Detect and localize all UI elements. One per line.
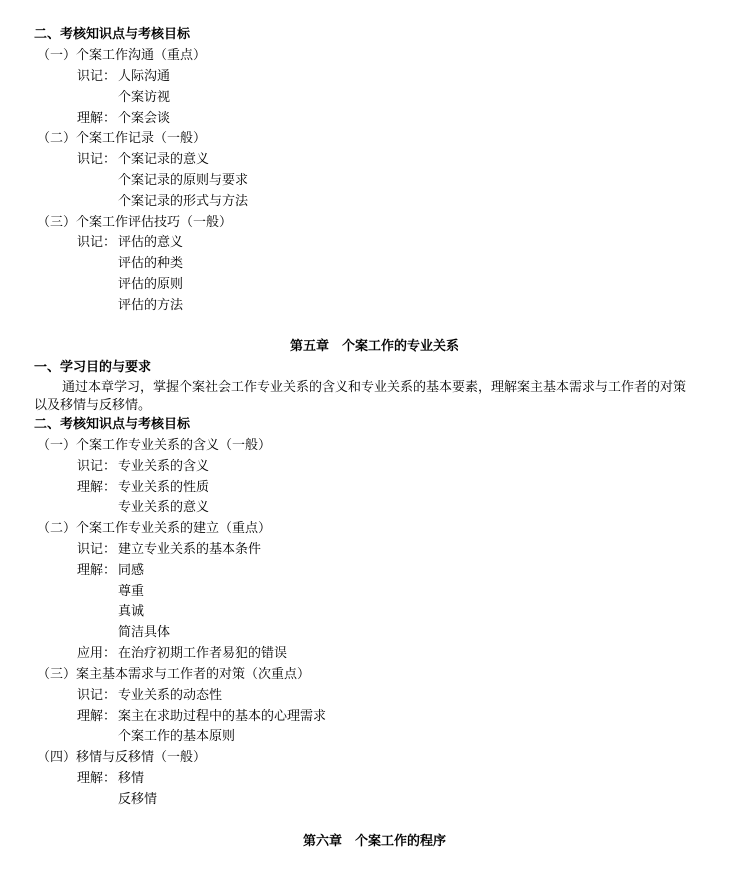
list-item: 建立专业关系的基本条件 [118,542,262,557]
list-item: 专业关系的动态性 [118,688,223,703]
remember-label: 识记： [77,459,117,474]
topic-heading: （二）个案工作记录（一般） [37,131,207,146]
remember-label: 识记： [77,542,117,557]
list-item: 简洁具体 [118,625,171,640]
list-item: 移情 [118,771,145,786]
topic-heading: （二）个案工作专业关系的建立（重点） [37,521,272,536]
list-item: 个案记录的原则与要求 [118,173,249,188]
list-item: 个案会谈 [118,111,171,126]
list-item: 个案工作的基本原则 [118,729,236,744]
understand-label: 理解： [77,480,117,495]
chapter-title: 第六章 个案工作的程序 [302,834,446,849]
list-item: 评估的方法 [118,298,184,313]
list-item: 真诚 [118,604,145,619]
list-item: 在治疗初期工作者易犯的错误 [118,646,288,661]
topic-heading: （一）个案工作沟通（重点） [37,48,207,63]
section-heading: 二、考核知识点与考核目标 [34,417,191,432]
topic-heading: （四）移情与反移情（一般） [37,750,207,765]
topic-heading: （三）案主基本需求与工作者的对策（次重点） [37,667,311,682]
understand-label: 理解： [77,111,117,126]
list-item: 评估的原则 [118,277,184,292]
remember-label: 识记： [77,152,117,167]
list-item: 人际沟通 [118,69,171,84]
topic-heading: （一）个案工作专业关系的含义（一般） [37,438,272,453]
intro-paragraph-line: 通过本章学习，掌握个案社会工作专业关系的含义和专业关系的基本要素，理解案主基本需求与工作者的对策 [62,380,687,395]
section-heading: 一、学习目的与要求 [34,360,152,375]
list-item: 案主在求助过程中的基本的心理需求 [118,709,327,724]
list-item: 评估的意义 [118,235,184,250]
remember-label: 识记： [77,69,117,84]
section-heading: 二、考核知识点与考核目标 [34,27,191,42]
remember-label: 识记： [77,235,117,250]
chapter-title: 第五章 个案工作的专业关系 [289,339,459,354]
understand-label: 理解： [77,771,117,786]
intro-paragraph-line: 以及移情与反移情。 [34,398,152,413]
topic-heading: （三）个案工作评估技巧（一般） [37,215,233,230]
list-item: 评估的种类 [118,256,184,271]
list-item: 尊重 [118,584,145,599]
list-item: 专业关系的性质 [118,480,210,495]
list-item: 个案记录的形式与方法 [118,194,249,209]
list-item: 个案记录的意义 [118,152,210,167]
understand-label: 理解： [77,563,117,578]
list-item: 反移情 [118,792,158,807]
list-item: 专业关系的意义 [118,500,210,515]
remember-label: 识记： [77,688,117,703]
apply-label: 应用： [77,646,117,661]
list-item: 专业关系的含义 [118,459,210,474]
understand-label: 理解： [77,709,117,724]
list-item: 个案访视 [118,90,171,105]
list-item: 同感 [118,563,145,578]
